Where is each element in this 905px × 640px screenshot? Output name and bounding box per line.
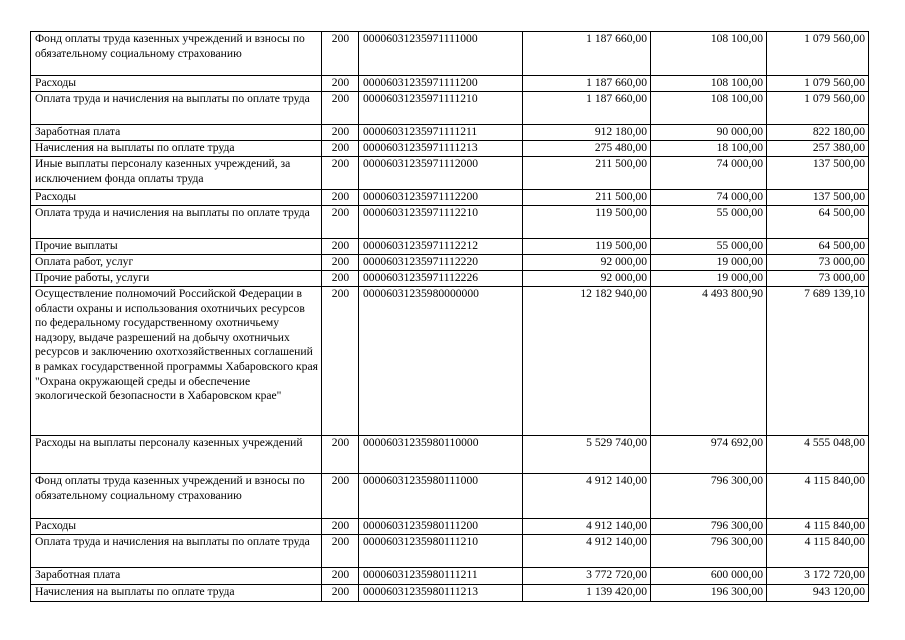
row-executed-cell: 108 100,00 (651, 76, 767, 92)
row-executed-cell: 796 300,00 (651, 519, 767, 535)
row-code-cell: 200 (322, 125, 359, 141)
row-name-cell: Иные выплаты персоналу казенных учреждений, за исключением фонда оплаты труда (31, 157, 322, 190)
row-plan-cell: 211 500,00 (523, 190, 651, 206)
row-executed-cell: 74 000,00 (651, 157, 767, 190)
row-code-cell: 200 (322, 157, 359, 190)
row-remainder-cell: 822 180,00 (767, 125, 869, 141)
table-row (31, 436, 869, 474)
row-code-cell: 200 (322, 519, 359, 535)
table-row (31, 568, 869, 585)
row-plan-cell: 275 480,00 (523, 141, 651, 157)
row-name-cell: Оплата работ, услуг (31, 255, 322, 271)
row-kbk-cell: 00006031235980111200 (359, 519, 523, 535)
row-code-cell: 200 (322, 474, 359, 519)
row-kbk-cell: 00006031235980111213 (359, 585, 523, 602)
table-row (31, 474, 869, 519)
row-kbk-cell: 00006031235980111210 (359, 535, 523, 568)
row-executed-cell: 974 692,00 (651, 436, 767, 474)
row-name-cell: Расходы (31, 519, 322, 535)
table-row (31, 157, 869, 190)
row-code-cell: 200 (322, 76, 359, 92)
row-plan-cell: 92 000,00 (523, 255, 651, 271)
row-code-cell: 200 (322, 287, 359, 436)
row-kbk-cell: 00006031235971112000 (359, 157, 523, 190)
row-plan-cell: 211 500,00 (523, 157, 651, 190)
row-plan-cell: 12 182 940,00 (523, 287, 651, 436)
row-executed-cell: 796 300,00 (651, 535, 767, 568)
table-row (31, 125, 869, 141)
row-executed-cell: 55 000,00 (651, 206, 767, 239)
row-remainder-cell: 7 689 139,10 (767, 287, 869, 436)
table-row (31, 206, 869, 239)
row-executed-cell: 19 000,00 (651, 271, 767, 287)
row-remainder-cell: 64 500,00 (767, 206, 869, 239)
row-name-cell: Прочие выплаты (31, 239, 322, 255)
row-code-cell: 200 (322, 535, 359, 568)
row-executed-cell: 108 100,00 (651, 92, 767, 125)
row-name-cell: Фонд оплаты труда казенных учреждений и взносы по обязательному социальному страхованию (31, 32, 322, 76)
table-row (31, 271, 869, 287)
row-plan-cell: 4 912 140,00 (523, 535, 651, 568)
row-kbk-cell: 00006031235971111213 (359, 141, 523, 157)
row-name-cell: Прочие работы, услуги (31, 271, 322, 287)
row-executed-cell: 4 493 800,90 (651, 287, 767, 436)
table-row (31, 255, 869, 271)
row-remainder-cell: 73 000,00 (767, 255, 869, 271)
row-plan-cell: 5 529 740,00 (523, 436, 651, 474)
row-name-cell: Расходы (31, 76, 322, 92)
table-row (31, 535, 869, 568)
row-executed-cell: 19 000,00 (651, 255, 767, 271)
row-name-cell: Заработная плата (31, 125, 322, 141)
row-remainder-cell: 137 500,00 (767, 157, 869, 190)
row-plan-cell: 119 500,00 (523, 239, 651, 255)
row-code-cell: 200 (322, 190, 359, 206)
row-remainder-cell: 1 079 560,00 (767, 92, 869, 125)
table-row (31, 92, 869, 125)
row-code-cell: 200 (322, 271, 359, 287)
row-remainder-cell: 4 555 048,00 (767, 436, 869, 474)
row-kbk-cell: 00006031235980111211 (359, 568, 523, 585)
row-name-cell: Начисления на выплаты по оплате труда (31, 585, 322, 602)
row-name-cell: Расходы (31, 190, 322, 206)
row-plan-cell: 92 000,00 (523, 271, 651, 287)
row-code-cell: 200 (322, 141, 359, 157)
row-name-cell: Расходы на выплаты персоналу казенных учреждений (31, 436, 322, 474)
row-executed-cell: 796 300,00 (651, 474, 767, 519)
row-plan-cell: 1 139 420,00 (523, 585, 651, 602)
row-code-cell: 200 (322, 92, 359, 125)
row-remainder-cell: 64 500,00 (767, 239, 869, 255)
row-executed-cell: 196 300,00 (651, 585, 767, 602)
row-executed-cell: 108 100,00 (651, 32, 767, 76)
row-remainder-cell: 73 000,00 (767, 271, 869, 287)
row-executed-cell: 18 100,00 (651, 141, 767, 157)
row-remainder-cell: 1 079 560,00 (767, 76, 869, 92)
row-code-cell: 200 (322, 568, 359, 585)
row-kbk-cell: 00006031235971112226 (359, 271, 523, 287)
row-remainder-cell: 3 172 720,00 (767, 568, 869, 585)
table-body (31, 32, 869, 602)
row-kbk-cell: 00006031235971112200 (359, 190, 523, 206)
row-name-cell: Заработная плата (31, 568, 322, 585)
row-code-cell: 200 (322, 436, 359, 474)
row-name-cell: Оплата труда и начисления на выплаты по оплате труда (31, 206, 322, 239)
row-plan-cell: 119 500,00 (523, 206, 651, 239)
row-remainder-cell: 257 380,00 (767, 141, 869, 157)
row-executed-cell: 90 000,00 (651, 125, 767, 141)
row-plan-cell: 4 912 140,00 (523, 474, 651, 519)
table-row (31, 585, 869, 602)
row-kbk-cell: 00006031235980000000 (359, 287, 523, 436)
row-plan-cell: 3 772 720,00 (523, 568, 651, 585)
table-row (31, 519, 869, 535)
row-plan-cell: 4 912 140,00 (523, 519, 651, 535)
row-kbk-cell: 00006031235971111211 (359, 125, 523, 141)
row-kbk-cell: 00006031235971112220 (359, 255, 523, 271)
row-code-cell: 200 (322, 239, 359, 255)
table-row (31, 239, 869, 255)
row-kbk-cell: 00006031235971111200 (359, 76, 523, 92)
row-remainder-cell: 4 115 840,00 (767, 519, 869, 535)
table-row (31, 32, 869, 76)
row-executed-cell: 55 000,00 (651, 239, 767, 255)
row-name-cell: Осуществление полномочий Российской Федерации в области охраны и использования охотничьих ресурсов по федеральному государственному охотничьему надзору, выдаче разрешений на добычу охотничьих ресурсов и заключению охотхозяйственных соглашений в рамках государственной программы Хабаровского края "Охрана окружающей среды и обеспечение экологической безопасности в Хабаровском крае" (31, 287, 322, 436)
row-executed-cell: 600 000,00 (651, 568, 767, 585)
row-remainder-cell: 943 120,00 (767, 585, 869, 602)
row-plan-cell: 1 187 660,00 (523, 32, 651, 76)
row-code-cell: 200 (322, 585, 359, 602)
row-plan-cell: 912 180,00 (523, 125, 651, 141)
row-kbk-cell: 00006031235971111210 (359, 92, 523, 125)
row-kbk-cell: 00006031235980111000 (359, 474, 523, 519)
row-plan-cell: 1 187 660,00 (523, 76, 651, 92)
row-code-cell: 200 (322, 32, 359, 76)
table-row (31, 190, 869, 206)
row-kbk-cell: 00006031235971111000 (359, 32, 523, 76)
row-name-cell: Оплата труда и начисления на выплаты по оплате труда (31, 92, 322, 125)
row-remainder-cell: 4 115 840,00 (767, 535, 869, 568)
row-name-cell: Оплата труда и начисления на выплаты по оплате труда (31, 535, 322, 568)
row-kbk-cell: 00006031235980110000 (359, 436, 523, 474)
row-remainder-cell: 4 115 840,00 (767, 474, 869, 519)
budget-execution-table (30, 31, 869, 602)
row-remainder-cell: 137 500,00 (767, 190, 869, 206)
row-code-cell: 200 (322, 206, 359, 239)
row-kbk-cell: 00006031235971112210 (359, 206, 523, 239)
row-code-cell: 200 (322, 255, 359, 271)
row-name-cell: Фонд оплаты труда казенных учреждений и взносы по обязательному социальному страхованию (31, 474, 322, 519)
table-row (31, 287, 869, 436)
table-row (31, 76, 869, 92)
row-kbk-cell: 00006031235971112212 (359, 239, 523, 255)
row-remainder-cell: 1 079 560,00 (767, 32, 869, 76)
row-executed-cell: 74 000,00 (651, 190, 767, 206)
row-plan-cell: 1 187 660,00 (523, 92, 651, 125)
row-name-cell: Начисления на выплаты по оплате труда (31, 141, 322, 157)
table-row (31, 141, 869, 157)
